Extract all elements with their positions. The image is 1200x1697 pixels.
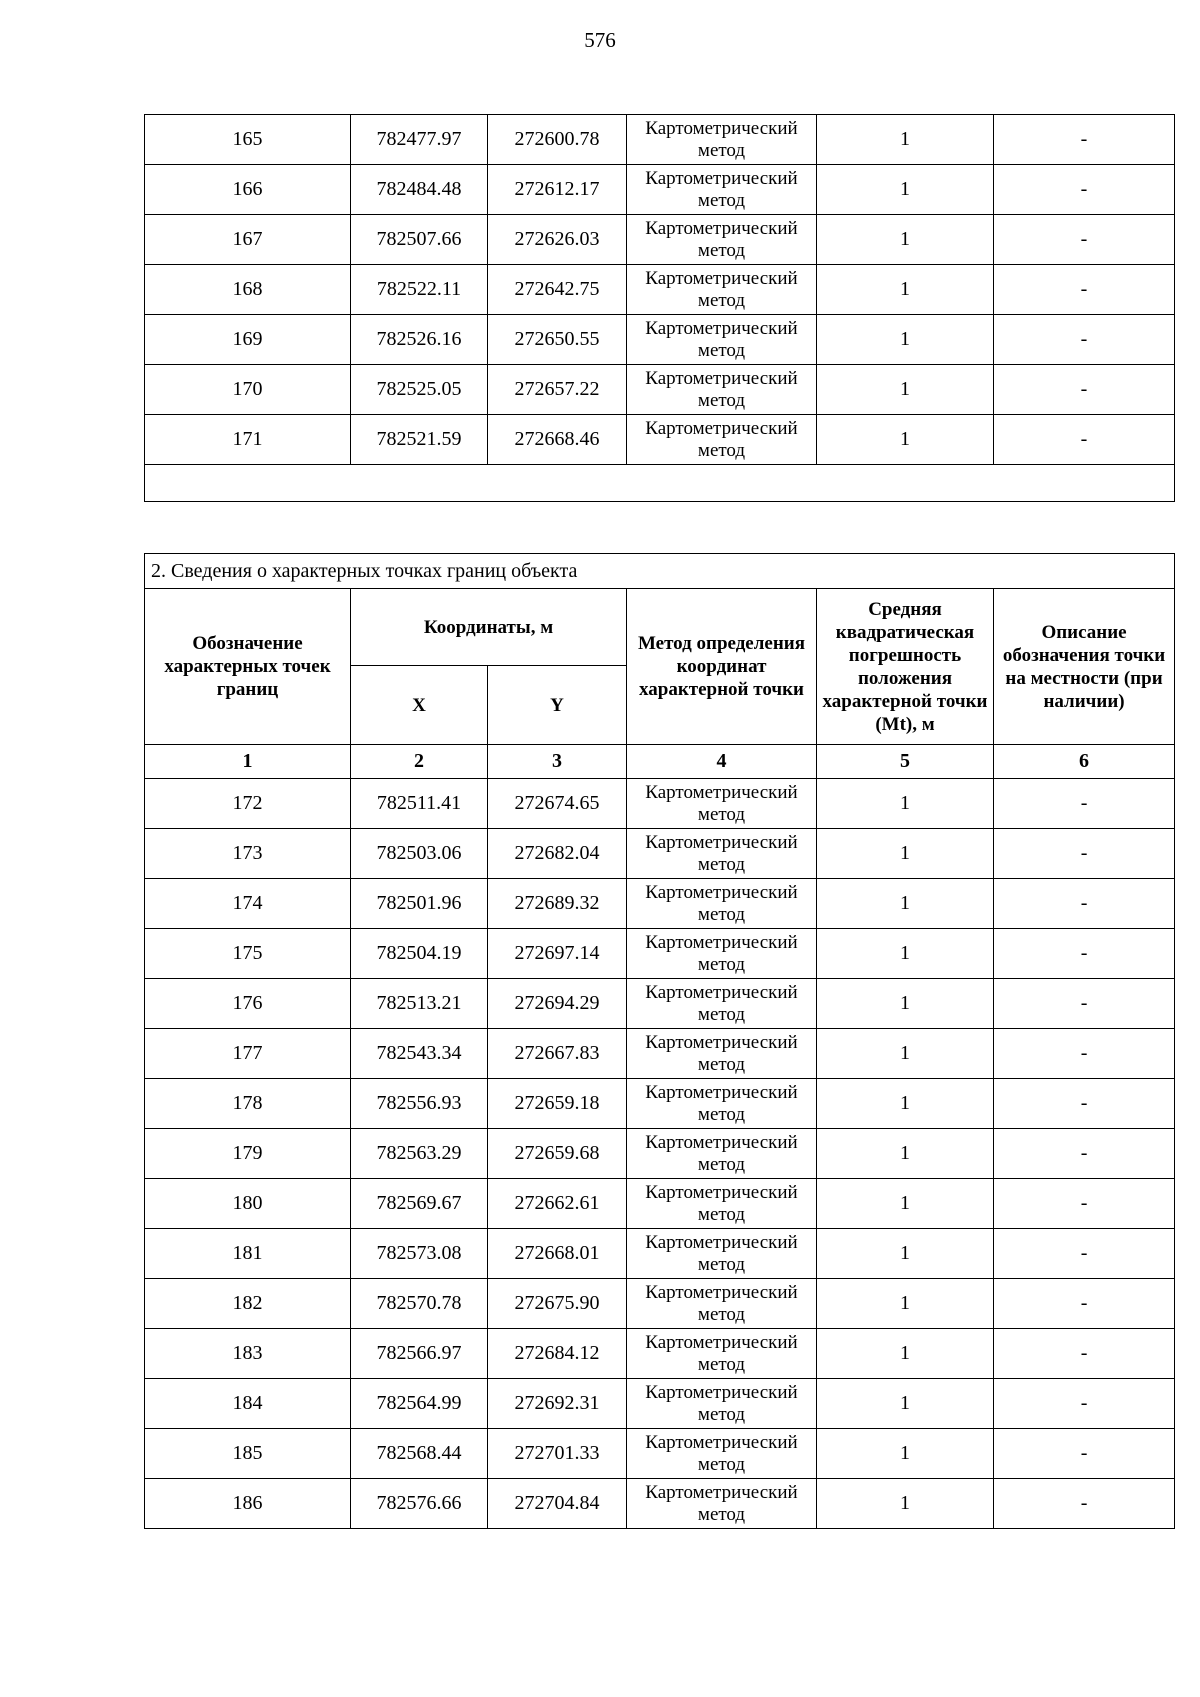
y-coordinate-cell: 272612.17 — [488, 165, 627, 215]
table-row — [145, 215, 1175, 265]
method-text: Картометрический — [645, 781, 798, 803]
method-text: метод — [697, 903, 746, 925]
point-cell: 174 — [145, 879, 351, 929]
x-coordinate-cell: 782513.21 — [351, 979, 488, 1029]
x-coordinate-cell: 782521.59 — [351, 415, 488, 465]
method-text: метод — [697, 1453, 746, 1475]
header-description: Описание обозначения точки на местности (при наличии) — [994, 589, 1175, 745]
method-text: метод — [697, 1053, 746, 1075]
error-cell: 1 — [817, 415, 994, 465]
table-row — [145, 1379, 1175, 1429]
method-text: метод — [697, 1303, 746, 1325]
table-body — [145, 115, 1175, 502]
description-cell: - — [994, 415, 1175, 465]
description-cell: - — [994, 829, 1175, 879]
method-text: Картометрический — [645, 1231, 798, 1253]
page-number: 576 — [584, 28, 616, 52]
method-text: метод — [697, 139, 746, 161]
method-cell — [627, 1229, 817, 1279]
error-cell: 1 — [817, 315, 994, 365]
error-cell: 1 — [817, 215, 994, 265]
x-coordinate-cell: 782556.93 — [351, 1079, 488, 1129]
y-coordinate-cell: 272667.83 — [488, 1029, 627, 1079]
table-row — [145, 1179, 1175, 1229]
method-text: Картометрический — [645, 1481, 798, 1503]
method-text: метод — [697, 289, 746, 311]
y-coordinate-cell: 272675.90 — [488, 1279, 627, 1329]
section-title-row — [145, 554, 1175, 589]
method-cell — [627, 1279, 817, 1329]
x-coordinate-cell: 782484.48 — [351, 165, 488, 215]
column-number: 1 — [145, 745, 351, 779]
table-row — [145, 779, 1175, 829]
method-cell — [627, 215, 817, 265]
method-text: Картометрический — [645, 1281, 798, 1303]
header-method: Метод определения координат характерной точки — [627, 589, 817, 745]
description-cell: - — [994, 1329, 1175, 1379]
table-row — [145, 979, 1175, 1029]
method-text: Картометрический — [645, 1381, 798, 1403]
point-cell: 173 — [145, 829, 351, 879]
method-cell — [627, 779, 817, 829]
column-number: 5 — [817, 745, 994, 779]
error-cell: 1 — [817, 1279, 994, 1329]
column-number: 6 — [994, 745, 1175, 779]
x-coordinate-cell: 782564.99 — [351, 1379, 488, 1429]
column-number: 2 — [351, 745, 488, 779]
error-cell: 1 — [817, 979, 994, 1029]
table-row — [145, 365, 1175, 415]
table-row — [145, 315, 1175, 365]
method-text: Картометрический — [645, 931, 798, 953]
x-coordinate-cell: 782576.66 — [351, 1479, 488, 1529]
method-text: метод — [697, 853, 746, 875]
method-cell — [627, 1379, 817, 1429]
method-cell — [627, 1479, 817, 1529]
method-text: Картометрический — [645, 267, 798, 289]
y-coordinate-cell: 272704.84 — [488, 1479, 627, 1529]
point-cell: 171 — [145, 415, 351, 465]
method-text: метод — [697, 189, 746, 211]
description-cell: - — [994, 165, 1175, 215]
description-cell: - — [994, 315, 1175, 365]
method-text: метод — [697, 1353, 746, 1375]
method-text: Картометрический — [645, 881, 798, 903]
point-cell: 180 — [145, 1179, 351, 1229]
description-cell: - — [994, 365, 1175, 415]
description-cell: - — [994, 929, 1175, 979]
description-cell: - — [994, 1079, 1175, 1129]
error-cell: 1 — [817, 1429, 994, 1479]
description-cell: - — [994, 1029, 1175, 1079]
header-y: Y — [488, 666, 627, 745]
method-cell — [627, 1029, 817, 1079]
y-coordinate-cell: 272668.01 — [488, 1229, 627, 1279]
method-text: Картометрический — [645, 317, 798, 339]
method-cell — [627, 829, 817, 879]
point-cell: 165 — [145, 115, 351, 165]
method-cell — [627, 115, 817, 165]
error-cell: 1 — [817, 1029, 994, 1079]
point-cell: 175 — [145, 929, 351, 979]
y-coordinate-cell: 272682.04 — [488, 829, 627, 879]
table-row — [145, 1229, 1175, 1279]
x-coordinate-cell: 782563.29 — [351, 1129, 488, 1179]
y-coordinate-cell: 272642.75 — [488, 265, 627, 315]
error-cell: 1 — [817, 1229, 994, 1279]
column-number: 3 — [488, 745, 627, 779]
method-cell — [627, 165, 817, 215]
method-text: Картометрический — [645, 117, 798, 139]
y-coordinate-cell: 272662.61 — [488, 1179, 627, 1229]
description-cell: - — [994, 215, 1175, 265]
y-coordinate-cell: 272600.78 — [488, 115, 627, 165]
column-number-row — [145, 745, 1175, 779]
table-row — [145, 115, 1175, 165]
empty-row — [145, 465, 1175, 502]
y-coordinate-cell: 272684.12 — [488, 1329, 627, 1379]
description-cell: - — [994, 1129, 1175, 1179]
header-coordinates: Координаты, м — [351, 589, 627, 666]
method-text: метод — [697, 389, 746, 411]
description-cell: - — [994, 1229, 1175, 1279]
method-text: Картометрический — [645, 367, 798, 389]
error-cell: 1 — [817, 879, 994, 929]
point-cell: 183 — [145, 1329, 351, 1379]
y-coordinate-cell: 272626.03 — [488, 215, 627, 265]
method-text: Картометрический — [645, 1131, 798, 1153]
x-coordinate-cell: 782568.44 — [351, 1429, 488, 1479]
method-text: метод — [697, 239, 746, 261]
method-text: метод — [697, 1003, 746, 1025]
method-text: Картометрический — [645, 167, 798, 189]
header-point-designation: Обозначение характерных точек границ — [145, 589, 351, 745]
column-number: 4 — [627, 745, 817, 779]
error-cell: 1 — [817, 929, 994, 979]
y-coordinate-cell: 272650.55 — [488, 315, 627, 365]
method-text: Картометрический — [645, 831, 798, 853]
method-cell — [627, 929, 817, 979]
method-cell — [627, 1129, 817, 1179]
method-text: метод — [697, 1403, 746, 1425]
x-coordinate-cell: 782543.34 — [351, 1029, 488, 1079]
point-cell: 172 — [145, 779, 351, 829]
point-cell: 166 — [145, 165, 351, 215]
x-coordinate-cell: 782525.05 — [351, 365, 488, 415]
error-cell: 1 — [817, 1479, 994, 1529]
table-row — [145, 1129, 1175, 1179]
header-error: Средняя квадратическая погрешность положения характерной точки (Mt), м — [817, 589, 994, 745]
x-coordinate-cell: 782477.97 — [351, 115, 488, 165]
y-coordinate-cell: 272701.33 — [488, 1429, 627, 1479]
table-row — [145, 879, 1175, 929]
y-coordinate-cell: 272674.65 — [488, 779, 627, 829]
method-text: метод — [697, 803, 746, 825]
point-cell: 181 — [145, 1229, 351, 1279]
error-cell: 1 — [817, 1329, 994, 1379]
point-cell: 179 — [145, 1129, 351, 1179]
x-coordinate-cell: 782526.16 — [351, 315, 488, 365]
x-coordinate-cell: 782503.06 — [351, 829, 488, 879]
method-cell — [627, 1429, 817, 1479]
description-cell: - — [994, 1179, 1175, 1229]
method-text: Картометрический — [645, 981, 798, 1003]
description-cell: - — [994, 979, 1175, 1029]
method-text: метод — [697, 339, 746, 361]
point-cell: 170 — [145, 365, 351, 415]
error-cell: 1 — [817, 1129, 994, 1179]
method-cell — [627, 415, 817, 465]
table-row — [145, 829, 1175, 879]
method-cell — [627, 879, 817, 929]
description-cell: - — [994, 1379, 1175, 1429]
error-cell: 1 — [817, 365, 994, 415]
description-cell: - — [994, 879, 1175, 929]
description-cell: - — [994, 1279, 1175, 1329]
x-coordinate-cell: 782566.97 — [351, 1329, 488, 1379]
method-cell — [627, 1179, 817, 1229]
table-row — [145, 265, 1175, 315]
method-text: метод — [697, 1503, 746, 1525]
boundary-points-table-continuation — [144, 114, 1175, 502]
point-cell: 176 — [145, 979, 351, 1029]
x-coordinate-cell: 782504.19 — [351, 929, 488, 979]
error-cell: 1 — [817, 1179, 994, 1229]
method-cell — [627, 365, 817, 415]
description-cell: - — [994, 779, 1175, 829]
method-text: Картометрический — [645, 1081, 798, 1103]
point-cell: 177 — [145, 1029, 351, 1079]
y-coordinate-cell: 272697.14 — [488, 929, 627, 979]
error-cell: 1 — [817, 1379, 994, 1429]
description-cell: - — [994, 115, 1175, 165]
table-row — [145, 1329, 1175, 1379]
point-cell: 167 — [145, 215, 351, 265]
header-x: X — [351, 666, 488, 745]
error-cell: 1 — [817, 1079, 994, 1129]
method-text: Картометрический — [645, 1431, 798, 1453]
table-row — [145, 1079, 1175, 1129]
header-row — [145, 589, 1175, 666]
x-coordinate-cell: 782569.67 — [351, 1179, 488, 1229]
table-row — [145, 1479, 1175, 1529]
error-cell: 1 — [817, 265, 994, 315]
empty-cell — [145, 465, 1175, 502]
x-coordinate-cell: 782501.96 — [351, 879, 488, 929]
y-coordinate-cell: 272668.46 — [488, 415, 627, 465]
error-cell: 1 — [817, 829, 994, 879]
table-header — [145, 554, 1175, 779]
point-cell: 185 — [145, 1429, 351, 1479]
table-row — [145, 1279, 1175, 1329]
point-cell: 182 — [145, 1279, 351, 1329]
x-coordinate-cell: 782522.11 — [351, 265, 488, 315]
method-text: Картометрический — [645, 1181, 798, 1203]
table-row — [145, 1029, 1175, 1079]
method-text: метод — [697, 1203, 746, 1225]
point-cell: 168 — [145, 265, 351, 315]
method-text: метод — [697, 439, 746, 461]
method-text: Картометрический — [645, 217, 798, 239]
description-cell: - — [994, 1429, 1175, 1479]
method-text: Картометрический — [645, 1331, 798, 1353]
y-coordinate-cell: 272657.22 — [488, 365, 627, 415]
y-coordinate-cell: 272659.18 — [488, 1079, 627, 1129]
method-cell — [627, 1329, 817, 1379]
x-coordinate-cell: 782511.41 — [351, 779, 488, 829]
table-row — [145, 929, 1175, 979]
method-text: метод — [697, 1153, 746, 1175]
y-coordinate-cell: 272694.29 — [488, 979, 627, 1029]
description-cell: - — [994, 1479, 1175, 1529]
method-text: Картометрический — [645, 417, 798, 439]
x-coordinate-cell: 782573.08 — [351, 1229, 488, 1279]
error-cell: 1 — [817, 779, 994, 829]
method-cell — [627, 979, 817, 1029]
table-row — [145, 165, 1175, 215]
table-body — [145, 779, 1175, 1529]
boundary-points-table — [144, 553, 1175, 1529]
method-text: Картометрический — [645, 1031, 798, 1053]
description-cell: - — [994, 265, 1175, 315]
point-cell: 178 — [145, 1079, 351, 1129]
point-cell: 169 — [145, 315, 351, 365]
error-cell: 1 — [817, 165, 994, 215]
method-text: метод — [697, 1253, 746, 1275]
method-cell — [627, 265, 817, 315]
error-cell: 1 — [817, 115, 994, 165]
point-cell: 186 — [145, 1479, 351, 1529]
method-text: метод — [697, 1103, 746, 1125]
method-cell — [627, 315, 817, 365]
y-coordinate-cell: 272692.31 — [488, 1379, 627, 1429]
section-title: 2. Сведения о характерных точках границ объекта — [145, 554, 1175, 589]
table-row — [145, 1429, 1175, 1479]
table-row — [145, 415, 1175, 465]
y-coordinate-cell: 272659.68 — [488, 1129, 627, 1179]
method-cell — [627, 1079, 817, 1129]
x-coordinate-cell: 782570.78 — [351, 1279, 488, 1329]
y-coordinate-cell: 272689.32 — [488, 879, 627, 929]
method-text: метод — [697, 953, 746, 975]
x-coordinate-cell: 782507.66 — [351, 215, 488, 265]
point-cell: 184 — [145, 1379, 351, 1429]
